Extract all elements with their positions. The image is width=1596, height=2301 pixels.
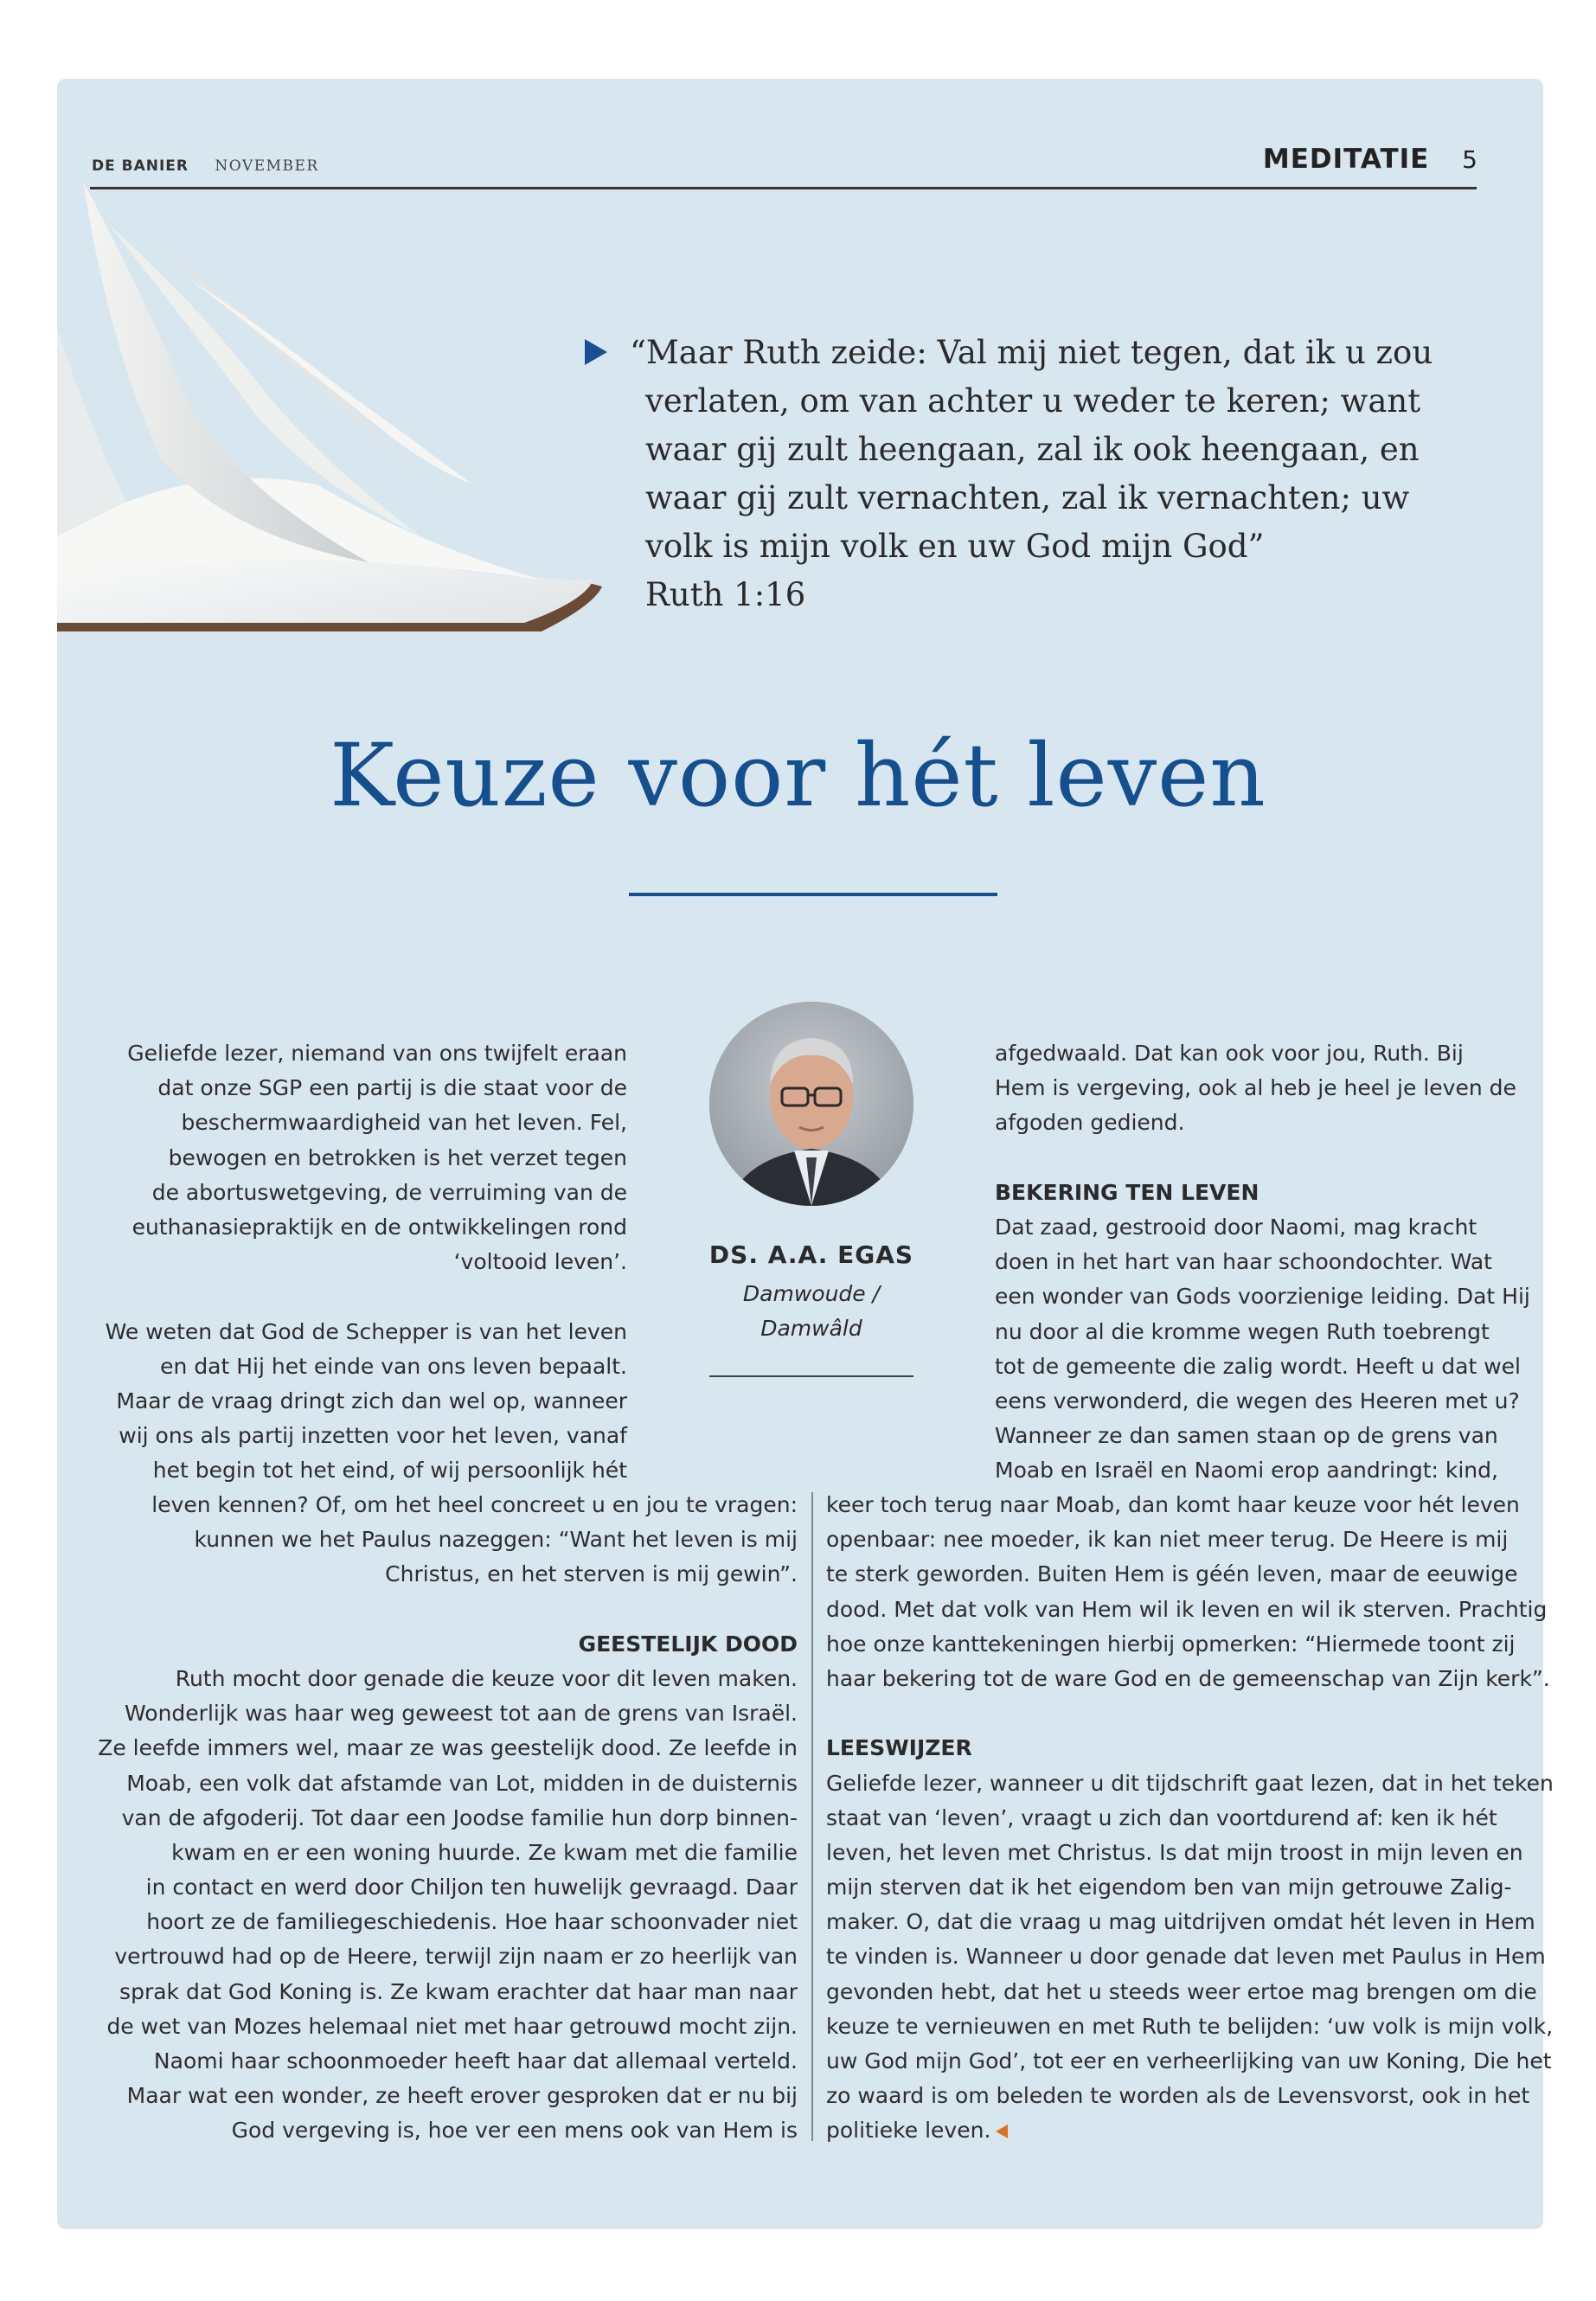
- text-line: de abortuswetgeving, de verruiming van de: [151, 1179, 627, 1205]
- author-portrait: [709, 1002, 913, 1206]
- text-line: Moab, een volk dat afstamde van Lot, midden in de duisternis: [126, 1770, 798, 1796]
- column-left-lower: [87, 1488, 798, 2149]
- column-left-upper: [87, 1036, 627, 1488]
- text-line: maker. O, dat die vraag u mag uitdrijven omdat hét leven in Hem: [826, 1909, 1535, 1935]
- text-line: openbaar: nee moeder, ik kan niet meer terug. De Heere is mij: [826, 1527, 1509, 1553]
- issue-month: NOVEMBER: [215, 157, 319, 175]
- text-line: vertrouwd had op de Heere, terwijl zijn naam er zo heerlijk van: [114, 1944, 798, 1970]
- text-line: euthanasiepraktijk en de ontwikkelingen rond: [131, 1214, 627, 1240]
- text-line: leven, het leven met Christus. Is dat mijn troost in mijn leven en: [826, 1839, 1523, 1865]
- text-line: een wonder van Gods voorzienige leiding. Dat Hij: [995, 1284, 1530, 1310]
- text-line: hoort ze de familiegeschiedenis. Hoe haar schoonvader niet: [146, 1909, 798, 1935]
- text-line: Wonderlijk was haar weg geweest tot aan de grens van Israël.: [125, 1701, 798, 1727]
- text-line: We weten dat God de Schepper is van het leven: [105, 1318, 627, 1344]
- author-block: [675, 1240, 948, 1346]
- text-line: God vergeving is, hoe ver een mens ook van Hem is: [231, 2118, 798, 2144]
- author-rule: [709, 1375, 913, 1377]
- open-book-illustration: [57, 173, 619, 640]
- text-line: en dat Hij het einde van ons leven bepaalt.: [160, 1353, 627, 1379]
- quote-line: “Maar Ruth zeide: Val mij niet tegen, dat ik u zou: [630, 334, 1433, 371]
- text-line: ‘voltooid leven’.: [453, 1249, 627, 1275]
- text-line: haar bekering tot de ware God en de gemeenschap van Zijn kerk”.: [826, 1665, 1550, 1691]
- text-line: kwam en er een woning huurde. Ze kwam met die familie: [171, 1839, 798, 1865]
- author-place: Damwoude /: [742, 1281, 881, 1306]
- text-line: uw God mijn God’, tot eer en verheerlijking van uw Koning, Die het: [826, 2048, 1552, 2073]
- text-line: Naomi haar schoonmoeder heeft haar dat allemaal verteld.: [153, 2048, 798, 2073]
- text-line: afgedwaald. Dat kan ook voor jou, Ruth. Bij: [995, 1041, 1464, 1066]
- text-line: eens verwonderd, die wegen des Heeren met u?: [995, 1388, 1520, 1413]
- running-header-right: [1263, 144, 1478, 175]
- text-line: mijn sterven dat ik het eigendom ben van mijn getrouwe Zalig-: [826, 1875, 1512, 1900]
- text-line: het begin tot het eind, of wij persoonlijk hét: [152, 1458, 627, 1484]
- quote-line: volk is mijn volk en uw God mijn God”: [645, 528, 1265, 565]
- text-line: [87, 1279, 627, 1314]
- running-header-left: [92, 157, 319, 175]
- text-line: de wet van Mozes helemaal niet met haar getrouwd mocht zijn.: [106, 2013, 798, 2039]
- quote-line: waar gij zult vernachten, zal ik vernachten; uw: [645, 479, 1410, 516]
- text-line: Maar wat een wonder, ze heeft erover gesproken dat er nu bij: [126, 2083, 798, 2109]
- text-line: gevonden hebt, dat het u steeds weer ertoe mag brengen om die: [826, 1978, 1537, 2004]
- text-line: beschermwaardigheid van het leven. Fel,: [181, 1110, 627, 1136]
- column-right-lower: [826, 1488, 1554, 2149]
- title-rule: [629, 893, 997, 896]
- end-marker-icon: [996, 2125, 1008, 2138]
- text-line: Dat zaad, gestrooid door Naomi, mag kracht: [995, 1214, 1477, 1240]
- text-line: Hem is vergeving, ook al heb je heel je leven de: [995, 1075, 1516, 1101]
- quote-line: verlaten, om van achter u weder te keren; want: [645, 382, 1421, 420]
- text-line: dat onze SGP een partij is die staat voor de: [157, 1075, 627, 1101]
- text-line: Christus, en het sterven is mij gewin”.: [385, 1561, 798, 1587]
- text-line: Geliefde lezer, wanneer u dit tijdschrift gaat lezen, dat in het teken: [826, 1770, 1554, 1796]
- text-line: sprak dat God Koning is. Ze kwam erachter dat haar man naar: [119, 1978, 798, 2004]
- text-line: Ze leefde immers wel, maar ze was geestelijk dood. Ze leefde in: [98, 1735, 798, 1761]
- text-line: te vinden is. Wanneer u door genade dat leven met Paulus in Hem: [826, 1944, 1546, 1970]
- text-line: keuze te vernieuwen en met Ruth te belijden: ‘uw volk is mijn volk,: [826, 2013, 1554, 2039]
- text-line: zo waard is om beleden te worden als de Levensvorst, ook in het: [826, 2083, 1530, 2109]
- text-line: hoe onze kanttekeningen hierbij opmerken: “Hiermede toont zij: [826, 1631, 1516, 1657]
- quote-line: waar gij zult heengaan, zal ik ook heengaan, en: [645, 431, 1420, 468]
- play-triangle-icon: [585, 339, 607, 365]
- text-line: van de afgoderij. Tot daar een Joodse familie hun dorp binnen-: [121, 1804, 798, 1830]
- final-line: [826, 2113, 1518, 2148]
- text-line: te sterk geworden. Buiten Hem is géén leven, maar de eeuwige: [826, 1561, 1518, 1587]
- column-right-upper: [995, 1036, 1530, 1488]
- section-name: MEDITATIE: [1262, 144, 1430, 175]
- text-line: afgoden gediend.: [995, 1110, 1185, 1136]
- magazine-name: DE BANIER: [92, 157, 189, 175]
- text-line: [87, 1593, 798, 1627]
- text-line: dood. Met dat volk van Hem wil ik leven en wil ik sterven. Prachtig: [826, 1596, 1548, 1622]
- text-line: tot de gemeente die zalig wordt. Heeft u dat wel: [995, 1353, 1521, 1379]
- quote-reference: Ruth 1:16: [645, 576, 806, 613]
- text-line: Geliefde lezer, niemand van ons twijfelt eraan: [127, 1041, 627, 1066]
- text-line: keer toch terug naar Moab, dan komt haar keuze voor hét leven: [826, 1492, 1520, 1517]
- subheading-bekering: BEKERING TEN LEVEN: [995, 1179, 1259, 1205]
- text-line: wij ons als partij inzetten voor het leven, vanaf: [119, 1423, 627, 1449]
- text-line: Wanneer ze dan samen staan op de grens van: [995, 1423, 1498, 1449]
- text-line: staat van ‘leven’, vraagt u zich dan voortdurend af: ken ik hét: [826, 1804, 1497, 1830]
- text-line: kunnen we het Paulus nazeggen: “Want het leven is mij: [194, 1527, 798, 1553]
- text-line: Ruth mocht door genade die keuze voor dit leven maken.: [175, 1665, 798, 1691]
- text-line: Moab en Israël en Naomi erop aandringt: kind,: [995, 1458, 1498, 1484]
- text-line: politieke leven.: [826, 2118, 991, 2144]
- article-title: Keuze voor hét leven: [330, 725, 1266, 826]
- text-line: doen in het hart van haar schoondochter. Wat: [995, 1249, 1492, 1275]
- subheading-leeswijzer: LEESWIJZER: [826, 1735, 972, 1761]
- text-line: bewogen en betrokken is het verzet tegen: [168, 1144, 627, 1170]
- text-line: leven kennen? Of, om het heel concreet u en jou te vragen:: [151, 1492, 798, 1517]
- author-name: DS. A.A. EGAS: [708, 1240, 914, 1269]
- page-number: 5: [1462, 145, 1478, 174]
- text-line: nu door al die kromme wegen Ruth toebrengt: [995, 1318, 1490, 1344]
- text-line: in contact en werd door Chiljon ten huwelijk gevraagd. Daar: [145, 1875, 798, 1900]
- text-line: Maar de vraag dringt zich dan wel op, wanneer: [116, 1388, 627, 1413]
- author-place: Damwâld: [760, 1316, 862, 1341]
- column-divider: [811, 1492, 813, 2141]
- subheading-geestelijk-dood: GEESTELIJK DOOD: [578, 1631, 798, 1657]
